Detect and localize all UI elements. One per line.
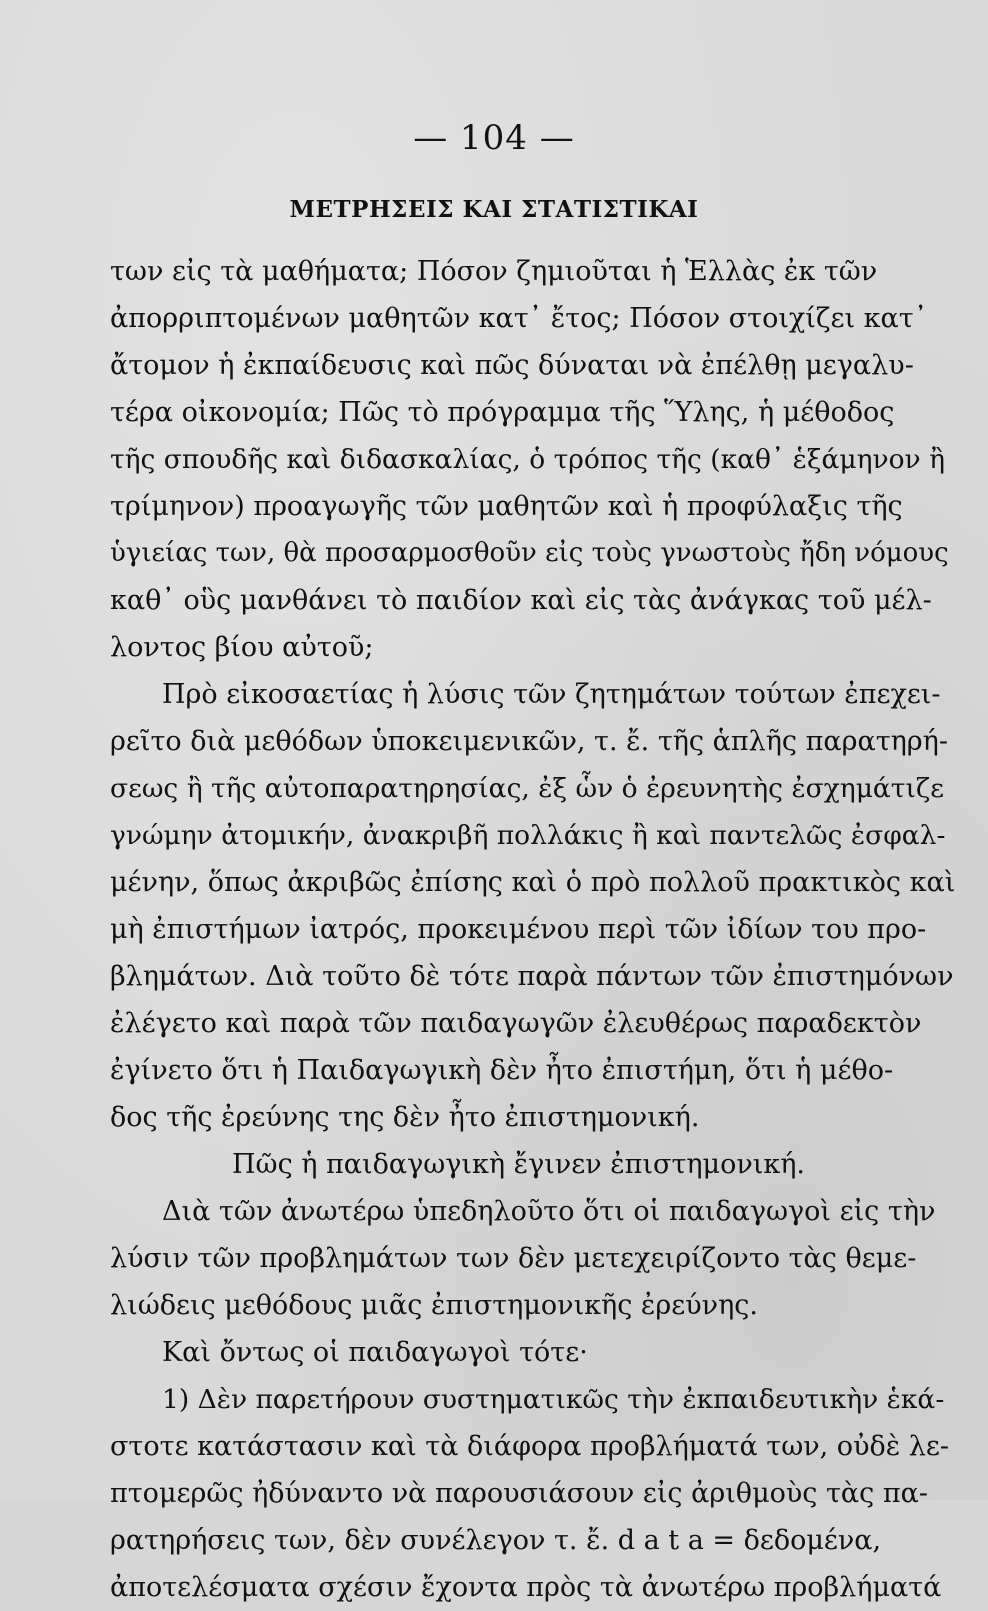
text-line: ρατηρήσεις των, δὲν συνέλεγον τ. ἔ. d a t a = δεδομένα, (110, 1525, 882, 1556)
text-line: πτομερῶς ἠδύναντο νὰ παρουσιάσουν εἰς ἀριθμοὺς τὰς πα- (110, 1478, 928, 1509)
text-line: μένην, ὅπως ἀκριβῶς ἐπίσης καὶ ὁ πρὸ πολλοῦ πρακτικὸς καὶ (110, 867, 956, 898)
text-line: μὴ ἐπιστήμων ἰατρός, προκειμένου περὶ τῶν ἰδίων του προ- (110, 914, 927, 945)
text-line: λύσιν τῶν προβλημάτων των δὲν μετεχειρίζοντο τὰς θεμε- (110, 1243, 917, 1274)
text-line: τέρα οἰκονομία; Πῶς τὸ πρόγραμμα τῆς Ὕλης, ἡ μέθοδος (110, 397, 895, 428)
text-line: Πρὸ εἰκοσαετίας ἡ λύσις τῶν ζητημάτων τούτων ἐπεχει- (162, 679, 941, 710)
text-line: ἐγίνετο ὅτι ἡ Παιδαγωγικὴ δὲν ἦτο ἐπιστήμη, ὅτι ἡ μέθο- (110, 1055, 894, 1086)
text-line: Καὶ ὄντως οἱ παιδαγωγοὶ τότε· (162, 1337, 588, 1368)
text-line: τρίμηνον) προαγωγῆς τῶν μαθητῶν καὶ ἡ προφύλαξις τῆς (110, 491, 903, 522)
text-line: λιώδεις μεθόδους μιᾶς ἐπιστημονικῆς ἐρεύνης. (110, 1290, 758, 1321)
text-line: 1) Δὲν παρετήρουν συστηματικῶς τὴν ἐκπαιδευτικὴν ἑκά- (162, 1384, 945, 1415)
section-heading: Πῶς ἡ παιδαγωγικὴ ἔγινεν ἐπιστημονική. (232, 1149, 805, 1180)
text-line: στοτε κατάστασιν καὶ τὰ διάφορα προβλήματά των, οὐδὲ λε- (110, 1431, 950, 1462)
text-line: γνώμην ἀτομικήν, ἀνακριβῆ πολλάκις ἢ καὶ παντελῶς ἐσφαλ- (110, 820, 946, 851)
text-line: Διὰ τῶν ἀνωτέρω ὑπεδηλοῦτο ὅτι οἱ παιδαγωγοὶ εἰς τὴν (162, 1196, 936, 1227)
text-line: λοντος βίου αὐτοῦ; (110, 632, 374, 663)
text-line: ἀπορριπτομένων μαθητῶν κατ᾿ ἔτος; Πόσον στοιχίζει κατ᾿ (110, 303, 928, 334)
page-number: — 104 — (413, 118, 575, 158)
text-line: βλημάτων. Διὰ τοῦτο δὲ τότε παρὰ πάντων τῶν ἐπιστημόνων (110, 961, 954, 992)
text-line: ἄτομον ἡ ἐκπαίδευσις καὶ πῶς δύναται νὰ ἐπέλθῃ μεγαλυ- (110, 350, 914, 381)
text-line: σεως ἢ τῆς αὐτοπαρατηρησίας, ἐξ ὧν ὁ ἐρευνητὴς ἐσχημάτιζε (110, 773, 944, 804)
body-text (110, 248, 955, 1611)
text-line: ἐλέγετο καὶ παρὰ τῶν παιδαγωγῶν ἐλευθέρως παραδεκτὸν (110, 1008, 922, 1039)
text-line: τῆς σπουδῆς καὶ διδασκαλίας, ὁ τρόπος τῆς (καθ᾿ ἑξάμηνον ἢ (110, 444, 945, 475)
text-line: ἀποτελέσματα σχέσιν ἔχοντα πρὸς τὰ ἀνωτέρω προβλήματά (110, 1572, 942, 1603)
text-line: δος τῆς ἐρεύνης της δὲν ἦτο ἐπιστημονική. (110, 1102, 700, 1133)
text-line: ὑγιείας των, θὰ προσαρμοσθοῦν εἰς τοὺς γνωστοὺς ἤδη νόμους (110, 538, 949, 568)
text-line: των εἰς τὰ μαθήματα; Πόσον ζημιοῦται ἡ Ἑλλὰς ἐκ τῶν (110, 256, 878, 287)
text-line: καθ᾿ οὓς μανθάνει τὸ παιδίον καὶ εἰς τὰς ἀνάγκας τοῦ μέλ- (110, 585, 932, 616)
running-head: ΜΕΤΡΗΣΕΙΣ ΚΑΙ ΣΤΑΤΙΣΤΙΚΑΙ (289, 196, 699, 223)
text-line: ρεῖτο διὰ μεθόδων ὑποκειμενικῶν, τ. ἔ. τῆς ἁπλῆς παρατηρή- (110, 726, 948, 757)
